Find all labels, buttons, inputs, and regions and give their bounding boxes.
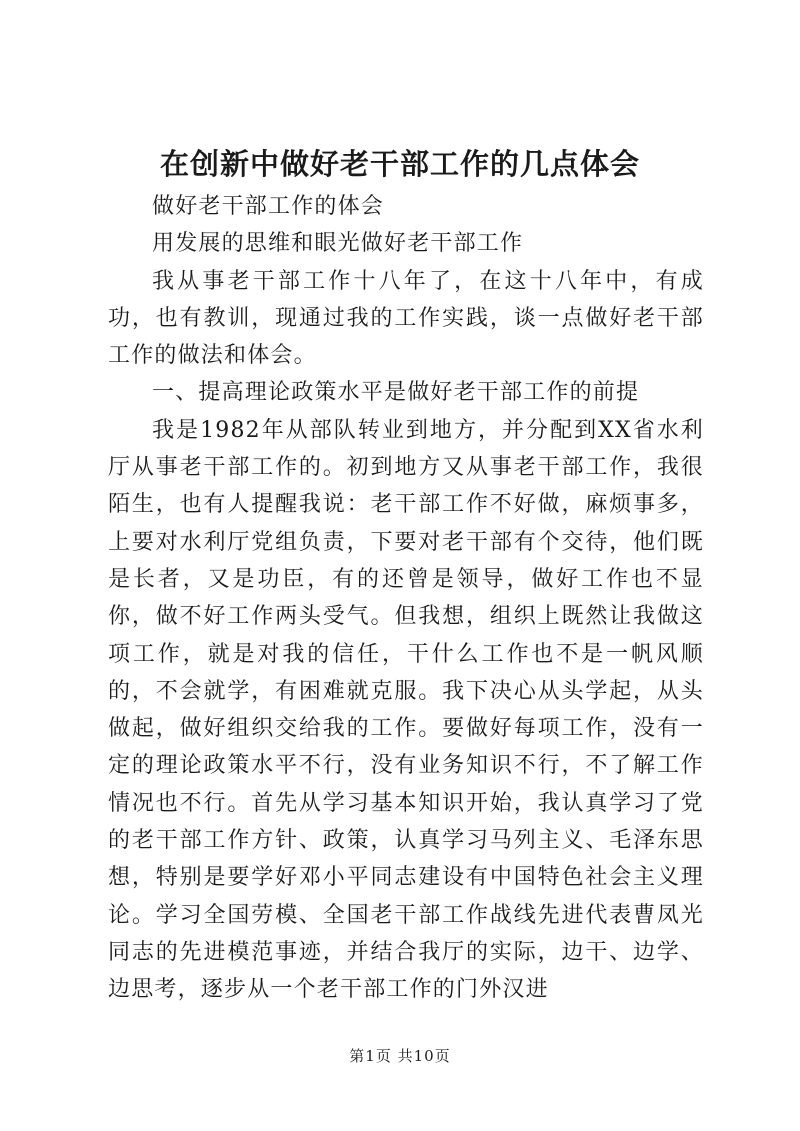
body-paragraph: 我是1982年从部队转业到地方，并分配到XX省水利厅从事老干部工作的。初到地方又从事老干部工作，我很陌生，也有人提醒我说：老干部工作不好做，麻烦事多，上要对水利厅党组负责，下要对老干部有个交待，他们既是长者，又是功臣，有的还曾是领导，做好工作也不显你，做不好工作两头受气。但我想，组织上既然让我做这项工作，就是对我的信任，干什么工作也不是一帆风顺的，不会就学，有困难就克服。我下决心从头学起，从头做起，做好组织交给我的工作。要做好每项工作，没有一定的理论政策水平不行，没有业务知识不行，不了解工作情况也不行。首先从学习基本知识开始，我认真学习了党的老干部工作方针、政策，认真学习马列主义、毛泽东思想，特别是要学好邓小平同志建设有中国特色社会主义理论。学习全国劳模、全国老干部工作战线先进代表曹凤光同志的先进模范事迹，并结合我厅的实际，边干、边学、边思考，逐步从一个老干部工作的门外汉进 xyxy=(108,417,704,1003)
page-number: 第1页 共10页 xyxy=(349,1047,451,1065)
body-paragraph: 我从事老干部工作十八年了，在这十八年中，有成功，也有教训，现通过我的工作实践，谈一点做好老干部工作的做法和体会。 xyxy=(108,268,704,369)
document-title: 在创新中做好老干部工作的几点体会 xyxy=(159,147,640,181)
section-heading: 一、提高理论政策水平是做好老干部工作的前提 xyxy=(152,380,640,406)
document-body xyxy=(108,188,704,1009)
heading-paragraph: 用发展的思维和眼光做好老干部工作 xyxy=(152,231,524,257)
subtitle-paragraph: 做好老干部工作的体会 xyxy=(152,194,385,219)
